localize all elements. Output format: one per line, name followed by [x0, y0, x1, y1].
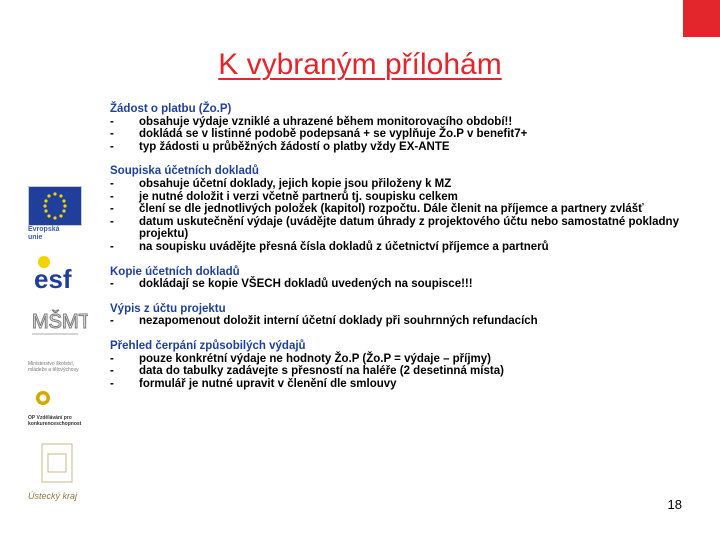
list-item	[110, 116, 710, 129]
msmt-icon	[28, 304, 88, 356]
op-vk-icon	[28, 390, 58, 410]
ustecky-kraj-logo	[28, 440, 94, 502]
page-number: 18	[667, 497, 682, 512]
list-item-text: data do tabulky zadávejte s přesností na haléře (2 desetinná místa)	[139, 365, 504, 378]
msmt-caption: Ministerstvo školství, mládeže a tělovýchovy	[28, 361, 79, 373]
ustecky-kraj-text: Ústecký kraj	[28, 491, 78, 501]
esf-logo-text: esf	[34, 264, 72, 292]
list-item	[110, 128, 710, 141]
bullet-dash: -	[110, 365, 114, 378]
list-item	[110, 365, 710, 378]
section-heading: Žádost o platbu (Žo.P)	[110, 103, 232, 115]
eu-text-line-2: unie	[28, 234, 43, 241]
bullet-dash: -	[110, 177, 114, 190]
esf-logo	[28, 252, 86, 292]
msmt-logo	[28, 304, 88, 384]
op-caption: OP Vzdělávání pro konkurenceschopnost	[28, 415, 82, 427]
eu-stars-icon	[29, 187, 81, 225]
op-vk-logo	[28, 390, 94, 432]
list-item	[110, 178, 710, 191]
list-item-text: nezapomenout doložit interní účetní doklady při souhrnných refundacích	[139, 315, 538, 328]
list-item-text: dokládají se kopie VŠECH dokladů uvedených na soupisce!!!	[139, 278, 473, 291]
list-item	[110, 216, 710, 241]
list-item-text: je nutné doložit i verzi včetně partnerů tj. soupisku celkem	[139, 190, 458, 203]
list-item	[110, 141, 710, 154]
slide-title: K vybraným přílohám	[218, 48, 502, 81]
section-heading: Kopie účetních dokladů	[110, 265, 240, 278]
section-vypis-z-uctu	[110, 303, 710, 328]
corner-accent-square	[683, 0, 720, 37]
section-kopie-dokladu	[110, 266, 710, 291]
list-item	[110, 278, 710, 291]
list-item-text: pouze konkrétní výdaje ne hodnoty Žo.P (Žo.P = výdaje – příjmy)	[139, 352, 492, 365]
section-soupiska	[110, 165, 710, 253]
bullet-dash: -	[110, 115, 114, 128]
list-item	[110, 315, 710, 328]
bullet-dash: -	[110, 128, 114, 141]
section-heading: Přehled čerpání způsobilých výdajů	[110, 339, 306, 352]
bullet-dash: -	[110, 240, 114, 253]
ustecky-kraj-icon	[28, 440, 94, 486]
bullet-dash: -	[110, 215, 114, 228]
logo-sidebar	[28, 180, 108, 515]
list-item-text: dokládá se v listinné podobě podepsaná + se vyplňuje Žo.P v benefit7+	[139, 128, 528, 141]
section-heading: Výpis z účtu projektu	[110, 302, 226, 315]
list-item	[110, 353, 710, 366]
msmt-logo-text: MŠMT	[32, 311, 88, 333]
list-item-text: formulář je nutné upravit v členění dle smlouvy	[139, 377, 397, 390]
bullet-dash: -	[110, 278, 114, 291]
list-item-text: obsahuje účetní doklady, jejich kopie jsou přiloženy k MZ	[139, 177, 452, 190]
list-item	[110, 203, 710, 216]
bullet-dash: -	[110, 377, 114, 390]
list-item-text: typ žádosti u průběžných žádostí o platby vždy EX-ANTE	[139, 140, 450, 153]
section-heading: Soupiska účetních dokladů	[110, 165, 259, 178]
eu-logo-text	[28, 226, 60, 242]
section-zadost-o-platbu	[110, 103, 710, 153]
list-item-text: datum uskutečnění výdaje (uvádějte datum úhrady z projektového účtu nebo samostatné pokladny projektu)	[139, 215, 679, 241]
list-item-text: obsahuje výdaje vzniklé a uhrazené během monitorovacího období!!	[139, 115, 513, 128]
list-item	[110, 241, 710, 254]
eu-text-line-1: Evropská	[28, 226, 60, 233]
bullet-dash: -	[110, 190, 114, 203]
list-item	[110, 191, 710, 204]
bullet-dash: -	[110, 315, 114, 328]
content-area	[110, 103, 710, 402]
list-item-text: na soupisku uvádějte přesná čísla dokladů z účetnictví příjemce a partnerů	[139, 240, 549, 253]
bullet-dash: -	[110, 140, 114, 153]
list-item-text: člení se dle jednotlivých položek (kapitol) rozpočtu. Dále členit na příjemce a partnery zvlášť	[139, 203, 644, 216]
bullet-dash: -	[110, 203, 114, 216]
section-prehled-cerpani	[110, 340, 710, 390]
eu-flag-logo	[28, 186, 82, 226]
list-item	[110, 378, 710, 391]
bullet-dash: -	[110, 352, 114, 365]
esf-icon	[28, 252, 86, 292]
